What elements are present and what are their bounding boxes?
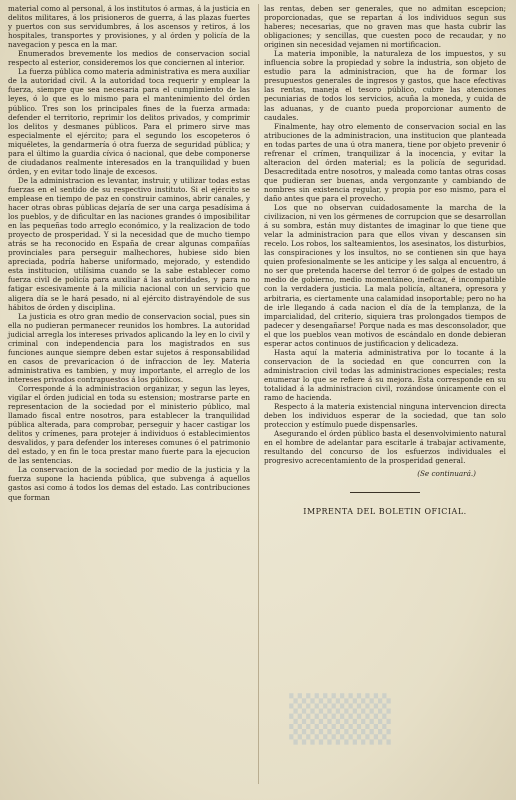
paragraph: las rentas, deben ser generales, que no admitan escepcion; proporcionadas, que se repartan á los individuos segun sus haberes; necesarias, que no graven mas que hasta cubrir las obligaciones; y sencillas, que cuesten poco de recaudar, y no originen sin necesidad vejamen ni mortificacion.: [264, 4, 506, 50]
paragraph: material como al personal, á los institutos ó armas, á la justicia en delitos militares, á los prisioneros de guerra, á las plazas fuertes y puertos con sus servidumbres, á los ascensos y retiros, á los hospitales, transportes y provisiones, y al órden y policía de la navegacion y pesca en la mar.: [8, 4, 250, 50]
paragraph: Hasta aquí la materia administrativa por lo tocante á la conservacion de la sociedad en que concurren con la administracion civil todas las administraciones especiales; resta enumerar lo que se refiere á su mejora. Esta corresponde en su totalidad á la administracion civil, rozándose únicamente con el ramo de hacienda.: [264, 347, 506, 403]
printer-imprint: IMPRENTA DEL BOLETIN OFICIAL.: [303, 507, 467, 517]
left-text-column: [8, 4, 250, 502]
paragraph: Asegurando el órden público basta el desenvolvimiento natural en el hombre de adelantar para escitarle á trabajar activamente, resultando del concurso de los esfuerzos individuales el progresivo acrecentamiento de la prosperidad general.: [264, 429, 506, 466]
horizontal-rule: [350, 492, 420, 493]
paragraph: Finalmente, hay otro elemento de conservacion social en las atribuciones de la administracion, una institucion que planteada en todas partes de una ú otra manera, tiene por objeto prevenir ó refrenar el crímen, tranquilizar á la inocencia, y evitar la alteracion del órden material; es la policía de seguridad. Desacreditada entre nosotros, y maleada como tantas otras cosas que pudieran ser buenas, anda vergonzante y cambiando de nombres sin existencia regular, y propia por eso mismo, para el daño antes que para el provecho.: [264, 121, 506, 203]
paragraph: La conservacion de la sociedad por medio de la justicia y la fuerza supone la hacienda pública, que subvenga á aquellos gastos asi como á todos los demas del estado. Las contribuciones que forman: [8, 465, 250, 502]
paragraph: Respecto á la materia existencial ninguna intervencion directa deben los individuos esperar de la sociedad, que tan solo proteccion y estímulo puede dispensarles.: [264, 402, 506, 430]
paragraph: Corresponde á la administracion organizar, y segun las leyes, vigilar el órden judicial en toda su estension; mostrarse parte en representacion de la sociedad por el ministerio público, mal llamado fiscal entre nosotros, para establecer la tranquilidad pública alterada, para comprobar, perseguir y hacer castigar los delitos y crímenes, para protejer á individuos ó establecimientos desvalidos, y para defender los intereses comunes ó el patrimonio del estado, y en fin le toca prestar mano fuerte para la ejecucion de las sentencias.: [8, 383, 250, 466]
continuation-note: (Se continuará.): [417, 469, 476, 479]
paragraph: La materia imponible, la naturaleza de los impuestos, y su influencia sobre la propiedad y sobre la industria, son objeto de estudio para la administracion, que ha de formar los presupuestos generales de ingresos y gastos, que hace efectivas las rentas, maneja el tesoro público, cubre las atenciones pecuniarias de todos los servicios, acuña la moneda, y cuida de las aduanas, y de cuanto pueda proporcionar aumento de caudales.: [264, 49, 506, 122]
right-text-column: [264, 4, 506, 516]
library-watermark: ▒▒▒: [289, 694, 391, 745]
paragraph: De la administracion es levantar, instruir, y utilizar todas estas fuerzas en el sentido de su respectivo instituto. Si el ejército se emplease en tiempo de paz en construir caminos, abrir canales, y hacer otras obras públicas dejaría de ser una carga pesadísima á los pueblos, y de dificultar en las naciones grandes ó imposibilitar en las pequeñas todo arreglo económico, y la realizacion de todo proyecto de prosperidad. Y si la necesidad que de mucho tiempo atrás se ha reconocido en España de crear algunas compañías provinciales para perseguir malhechores, hubiese sido bien apreciada, podría haberse uniformado, mejorado, y estendido esta institucion, utilísima cuando se la sabe establecer como fuerza civil de policía para auxiliar á las autoridades, y para no fatigar escesivamente á la milicia nacional con un servicio que aligera día se le hará pesado, ni al ejército distrayéndole de sus hábitos de órden y disciplina.: [8, 175, 250, 312]
paragraph: La justicia es otro gran medio de conservacion social, pues sin ella no pudieran permanecer reunidos los hombres. La autoridad judicial arregla los intereses privados aplicando la ley en lo civil y criminal con independencia para los magistrados en sus funciones aunque siempre deben estar sujetos á responsabilidad en casos de prevaricacion ó de infraccion de ley. Materia administrativa es tambien, y muy importante, el arreglo de los intereses privados contrapuestos á los públicos.: [8, 311, 250, 384]
paragraph: La fuerza pública como materia administrativa es mera auxiliar de la autoridad civil. A la autoridad toca requerir y emplear la fuerza, siempre que sea necesaria para el cumplimiento de las leyes, ó lo que es lo mismo para el mantenimiento del órden público. Tres son los principales fines de la fuerza armada: defender el territorio, reprimir los delitos privados, y comprimir los delitos y desmanes públicos. Para el primero sirve mas especialmente el ejército; para el segundo los escopeteros ó miquéletes, la gendarmería ó otra fuerza de seguridad pública; y para el último la guardia cívica ó nacional, que debe componerse de ciudadanos realmente interesados en la tranquilidad y buen órden, y en evitar todo linaje de excesos.: [8, 67, 250, 176]
paragraph: Los que no observan cuidadosamente la marcha de la civilizacion, ni ven los gérmenes de corrupcion que se desarrollan á su sombra, están muy distantes de imaginar lo que tiene que velar la administracion para que ellos vivan y descansen sin recelo. Los robos, los salteamientos, los asesinatos, los disturbios, las conspiraciones y los insultos, no se contienen sin que haya quien profesionalmente se les anticipe y les salga al encuentro, á no ser que pretenda hacerse del terror ó de golpes de estado un medio de gobierno, medio momentáneo, ineficaz, é incompatible con la verdadera justicia. La mala policía, altanera, opresora y arbitraria, es ciertamente una calamidad insoportable; pero no ha de irle llegando á cada nacion el día de la templanza, de la imparcialidad, del criterio, siquiera tras prolongados tiempos de padecer y desengañarse! Porque nada es mas desconsolador, que el que los pueblos vean motivos de escándalo en donde debieran esperar actos continuos de justificacion y delicadeza.: [264, 203, 506, 348]
paragraph: Enumerados brevemente los medios de conservacion social respecto al esterior, consideremos los que conciernen al interior.: [8, 49, 250, 68]
column-divider: [258, 4, 259, 784]
